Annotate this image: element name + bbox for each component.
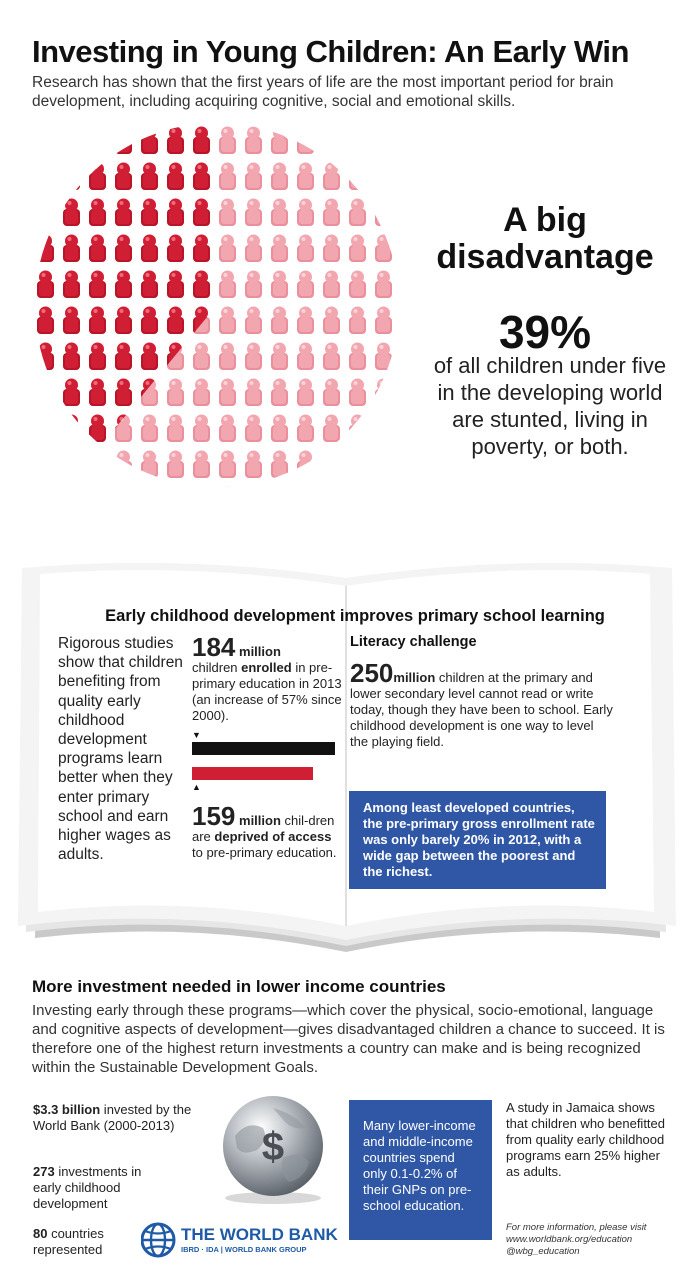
gnp-spending-box: Many lower-income and middle-income countries spend only 0.1-0.2% of their GNPs on pre-school education.: [349, 1100, 492, 1240]
fact-count: 273 investments in early childhood development: [33, 1164, 142, 1211]
investment-text: Investing early through these programs—which cover the physical, socio-emotional, language and cognitive aspects of development—gives disadvantaged children a chance to succeed. It is therefore one of the highest return investments a country can make and is being recognized within the Sustainable Development Goals.: [32, 1002, 665, 1076]
globe-dollar-icon: [213, 1094, 333, 1206]
rigorous-studies-text: Rigorous studies show that children benefiting from quality early childhood development programs learn better when they enter primary school and earn higher wages as adults.: [58, 635, 183, 864]
stunted-percent: 39%: [498, 306, 592, 358]
page-subtitle: Research has shown that the first years of life are the most important period for brain development, including acquiring cognitive, social and emotional skills.: [32, 74, 614, 110]
deprived-bar: [192, 767, 313, 780]
svg-text:$: $: [261, 1125, 285, 1169]
deprived-stat: 159 million chil-dren are deprived of access to pre-primary education.: [192, 801, 337, 860]
least-developed-box: Among least developed countries, the pre-primary gross enrollment rate was only barely 20% in 2012, with a wide gap between the poorest and the richest.: [349, 791, 606, 889]
page-title: Investing in Young Children: An Early Win: [32, 34, 629, 69]
more-info-text: For more information, please visit www.worldbank.org/education @wbg_education: [506, 1222, 647, 1257]
svg-text:THE WORLD BANK: THE WORLD BANK: [181, 1225, 338, 1244]
enrolled-bar: [192, 742, 335, 755]
stunted-description: of all children under five in the developing world are stunted, living in poverty, or both.: [433, 353, 667, 459]
bar-pointer-up-icon: ▲: [192, 782, 201, 792]
stunting-pie-chart: [35, 123, 399, 487]
investment-heading: More investment needed in lower income countries: [32, 977, 446, 996]
svg-text:IBRD · IDA | WORLD BANK GROUP: IBRD · IDA | WORLD BANK GROUP: [181, 1245, 307, 1254]
world-bank-logo: [141, 1219, 341, 1261]
disadvantage-heading: A big disadvantage: [436, 201, 654, 276]
literacy-text: 250million children at the primary and lower secondary level cannot read or write today, though they have been to school. Early childhood development is one way to level the playing field.: [350, 658, 613, 749]
fact-countries: 80 countries represented: [33, 1226, 104, 1257]
jamaica-study-text: A study in Jamaica shows that children who benefitted from quality early childhood programs earn 25% higher as adults.: [506, 1100, 665, 1179]
literacy-heading: Literacy challenge: [350, 634, 477, 650]
bar-pointer-down-icon: ▼: [192, 730, 201, 740]
fact-investment: $3.3 billion invested by the World Bank (2000-2013): [33, 1102, 192, 1133]
enrolled-stat: 184 million children enrolled in pre-primary education in 2013 (an increase of 57% since 2000).: [192, 632, 342, 723]
book-title: Early childhood development improves primary school learning: [105, 607, 605, 625]
